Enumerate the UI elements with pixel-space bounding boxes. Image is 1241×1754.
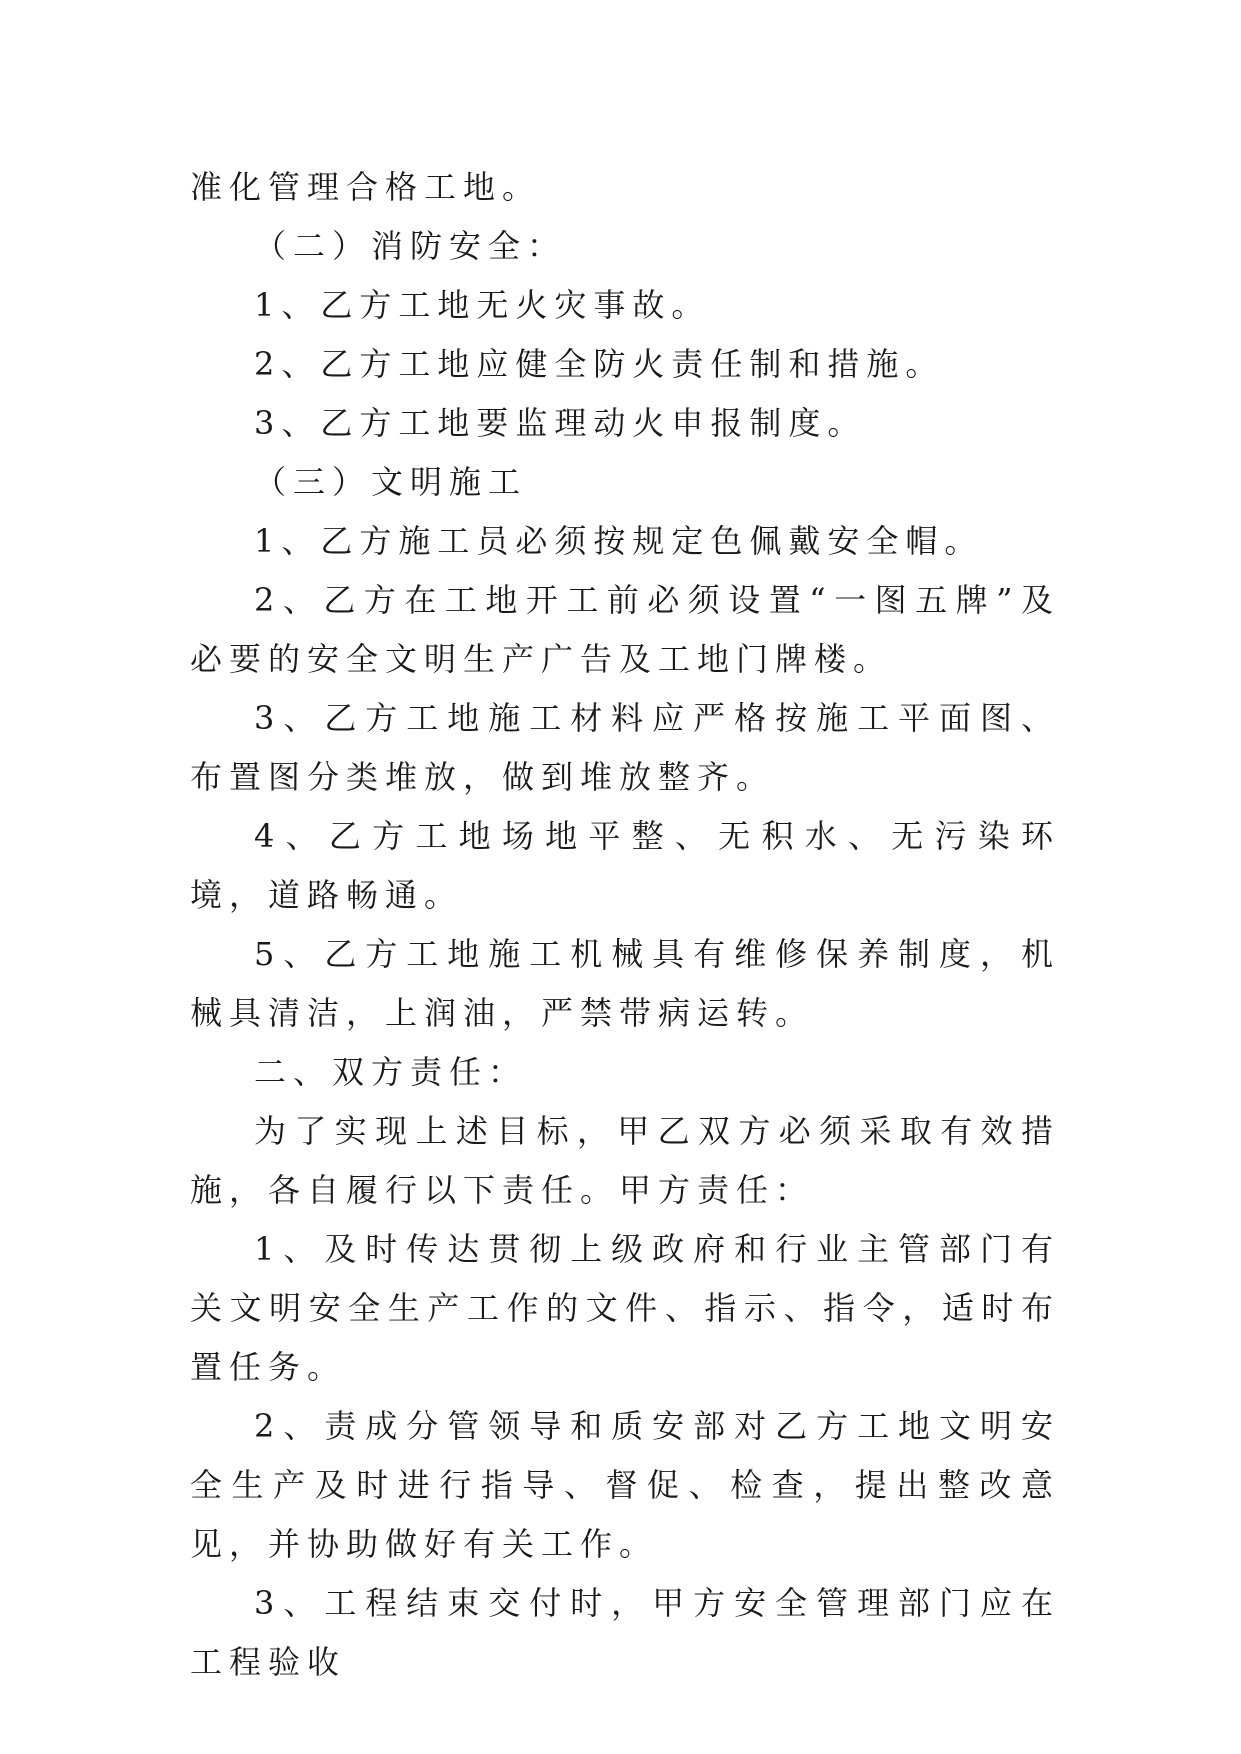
paragraph-civil-5: 5、乙方工地施工机械具有维修保养制度，机械具清洁，上润油，严禁带病运转。 [190,935,1060,1032]
paragraph-1: 准化管理合格工地。 [190,168,542,206]
paragraph-responsibilities-intro: 为了实现上述目标，甲乙双方必须采取有效措施，各自履行以下责任。甲方责任： [190,1112,1060,1209]
paragraph-fire-1: 1、乙方工地无火灾事故。 [254,286,711,324]
paragraph-civil-4: 4、乙方工地场地平整、无积水、无污染环境，道路畅通。 [190,817,1060,914]
section-heading-civilized-construction: （三）文明施工 [254,463,528,501]
paragraph-civil-2: 2、乙方在工地开工前必须设置“一图五牌”及必要的安全文明生产广告及工地门牌楼。 [190,581,1060,678]
section-heading-responsibilities: 二、双方责任： [254,1053,528,1091]
paragraph-party-a-2: 2、责成分管领导和质安部对乙方工地文明安全生产及时进行指导、督促、检查，提出整改意见，并协助做好有关工作。 [190,1407,1060,1563]
paragraph-civil-3: 3、乙方工地施工材料应严格按施工平面图、布置图分类堆放，做到堆放整齐。 [190,699,1060,796]
document-body [190,158,1060,1692]
paragraph-fire-2: 2、乙方工地应健全防火责任制和措施。 [254,345,945,383]
paragraph-party-a-1: 1、及时传达贯彻上级政府和行业主管部门有关文明安全生产工作的文件、指示、指令，适时布置任务。 [190,1230,1060,1386]
paragraph-party-a-3: 3、工程结束交付时，甲方安全管理部门应在工程验收 [190,1584,1060,1681]
paragraph-civil-1: 1、乙方施工员必须按规定色佩戴安全帽。 [254,522,984,560]
section-heading-fire-safety: （二）消防安全： [254,227,567,265]
paragraph-fire-3: 3、乙方工地要监理动火申报制度。 [254,404,867,442]
